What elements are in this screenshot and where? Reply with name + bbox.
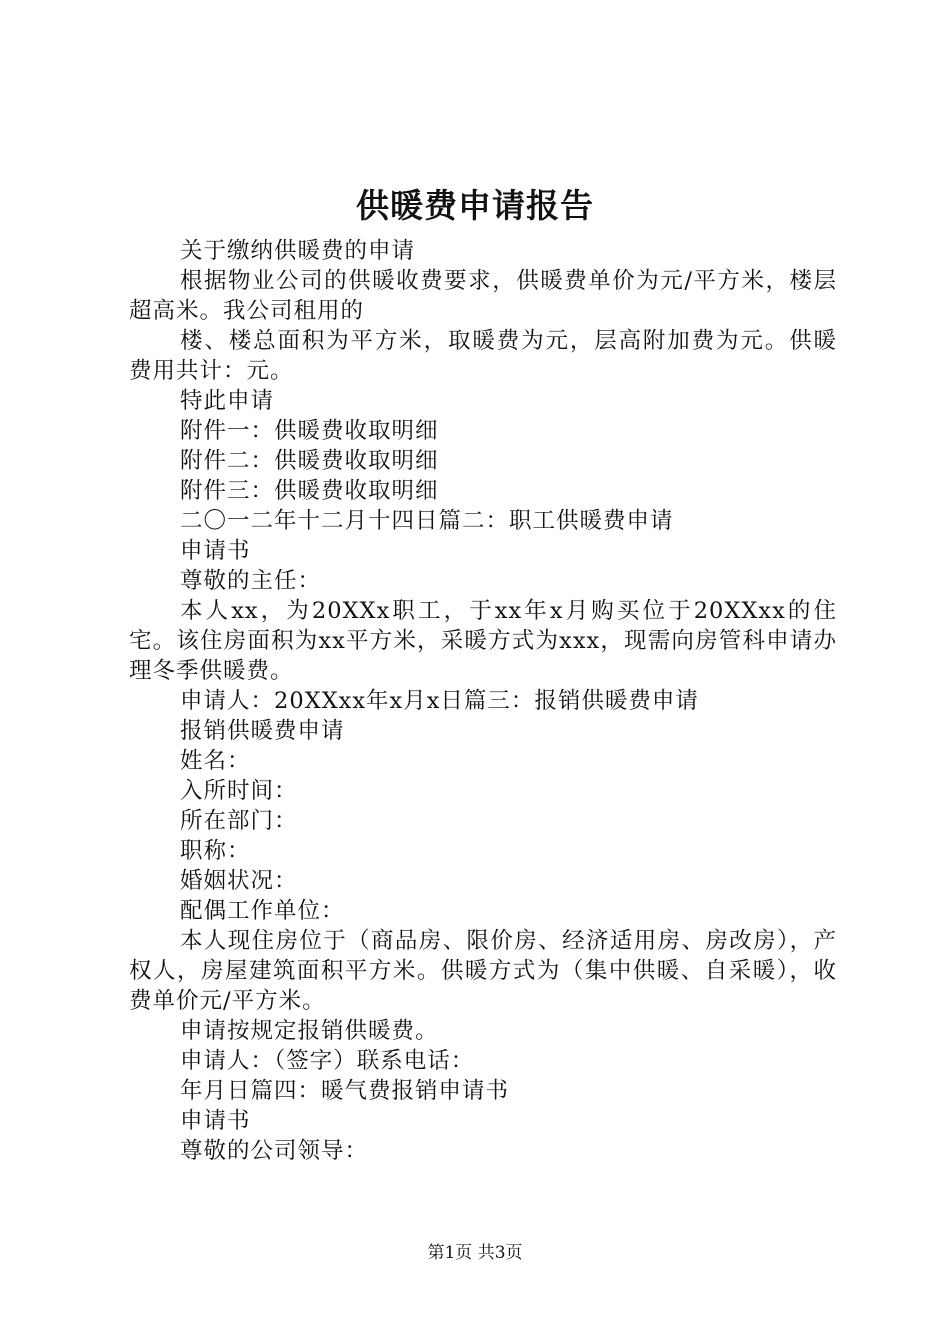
document-body (129, 236, 837, 1166)
paragraph: 特此申请 (180, 388, 275, 414)
paragraph: 尊敬的主任： (180, 568, 322, 594)
paragraph: 所在部门： (180, 808, 298, 834)
page-footer: 第1页 共3页 (427, 1243, 523, 1263)
paragraph: 根据物业公司的供暖收费要求，供暖费单价为元/平方米，楼层超高米。我公司租用的 (129, 268, 837, 324)
paragraph: 尊敬的公司领导： (180, 1138, 369, 1164)
paragraph: 姓名： (180, 748, 251, 774)
paragraph: 职称： (180, 838, 251, 864)
paragraph: 二〇一二年十二月十四日篇二：职工供暖费申请 (180, 508, 674, 534)
paragraph: 关于缴纳供暖费的申请 (180, 238, 416, 264)
paragraph: 婚姻状况： (180, 868, 298, 894)
paragraph: 申请书 (180, 538, 251, 564)
paragraph: 配偶工作单位： (180, 898, 345, 924)
paragraph: 本人现住房位于（商品房、限价房、经济适用房、房改房），产权人，房屋建筑面积平方米。供暖方式为（集中供暖、自采暖），收费单价元/平方米。 (129, 928, 837, 1014)
paragraph: 申请人：20XXxx年x月x日篇三：报销供暖费申请 (180, 688, 699, 714)
paragraph: 附件三：供暖费收取明细 (180, 478, 439, 504)
paragraph: 申请人：（签字）联系电话： (180, 1048, 475, 1074)
paragraph: 报销供暖费申请 (180, 718, 345, 744)
paragraph: 本人xx，为20XXx职工，于xx年x月购买位于20XXxx的住宅。该住房面积为xx平方米，采暖方式为xxx，现需向房管科申请办理冬季供暖费。 (129, 598, 837, 684)
paragraph: 附件一：供暖费收取明细 (180, 418, 439, 444)
paragraph: 楼、楼总面积为平方米，取暖费为元，层高附加费为元。供暖费用共计：元。 (129, 328, 837, 384)
paragraph: 申请书 (180, 1108, 251, 1134)
paragraph: 附件二：供暖费收取明细 (180, 448, 439, 474)
page-title: 供暖费申请报告 (356, 186, 594, 225)
paragraph: 入所时间： (180, 778, 298, 804)
paragraph: 年月日篇四：暖气费报销申请书 (180, 1078, 510, 1104)
paragraph: 申请按规定报销供暖费。 (180, 1018, 439, 1044)
